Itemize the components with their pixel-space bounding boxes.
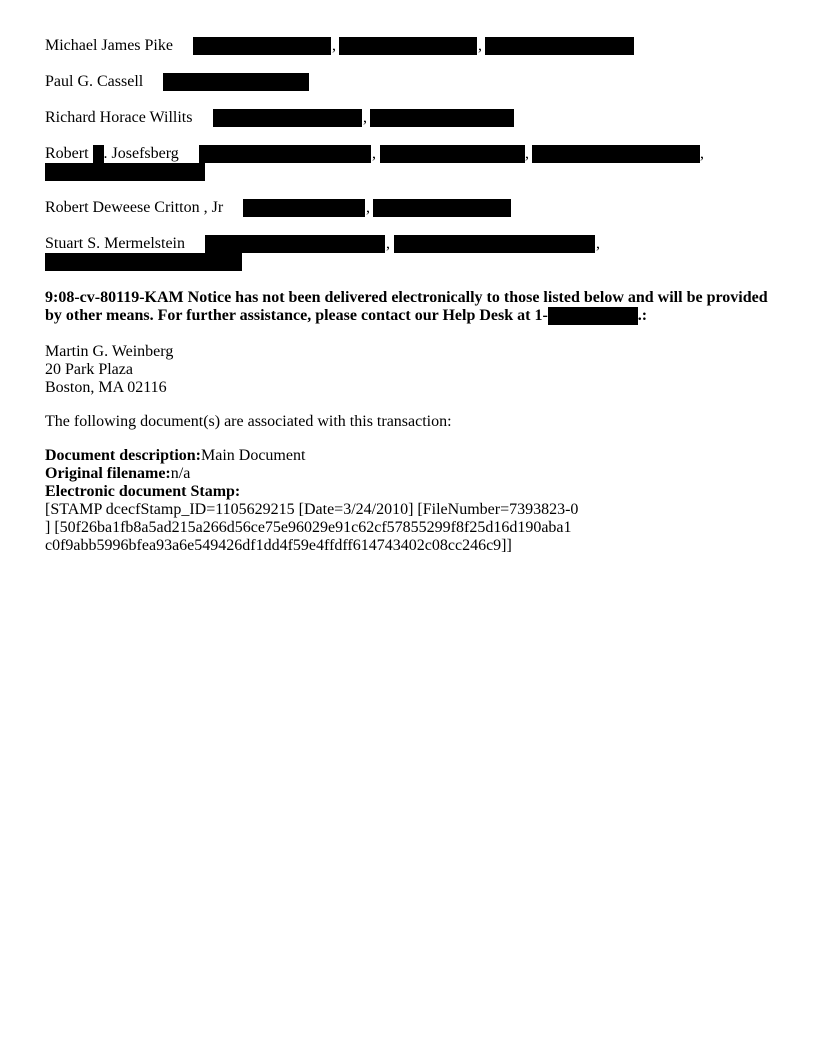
document-description-value: Main Document	[200, 447, 306, 464]
redaction-block	[373, 199, 511, 217]
recipient-name-first: Robert	[45, 145, 93, 162]
address-name: Martin G. Weinberg	[45, 343, 174, 360]
redaction-block	[193, 37, 331, 55]
address-city: Boston, MA 02116	[45, 379, 167, 396]
redaction-block	[205, 235, 385, 253]
stamp-line-3: c0f9abb5996bfea93a6e549426df1dd4f59e4ffdff614743402c08cc246c9]]	[45, 537, 512, 554]
separator: ,	[478, 37, 482, 54]
notice-suffix: .:	[637, 307, 648, 324]
separator: ,	[363, 109, 367, 126]
separator: ,	[700, 145, 704, 162]
separator: ,	[366, 199, 370, 216]
separator: ,	[386, 235, 390, 252]
recipient-name: Stuart S. Mermelstein	[45, 235, 185, 252]
redaction-block	[370, 109, 514, 127]
stamp-label: Electronic document Stamp:	[45, 483, 241, 500]
address-street: 20 Park Plaza	[45, 361, 133, 378]
separator: ,	[332, 37, 336, 54]
recipient-name: Richard Horace Willits	[45, 109, 193, 126]
document-description	[45, 447, 305, 465]
redaction-block	[339, 37, 477, 55]
redaction-block	[93, 145, 104, 163]
redaction-block	[213, 109, 362, 127]
redaction-block	[45, 163, 205, 181]
separator: ,	[372, 145, 376, 162]
notice-line-2	[45, 307, 647, 325]
redaction-block	[380, 145, 525, 163]
original-filename-label: Original filename:	[45, 465, 171, 482]
separator: ,	[596, 235, 600, 252]
original-filename-value: n/a	[170, 465, 191, 482]
stamp-line-2: ] [50f26ba1fb8a5ad215a266d56ce75e96029e91c62cf57855299f8f25d16d190aba1	[45, 519, 572, 536]
redaction-block	[199, 145, 371, 163]
redaction-block	[485, 37, 634, 55]
redaction-block	[548, 307, 638, 325]
notice-line-1: 9:08-cv-80119-KAM Notice has not been delivered electronically to those listed below and will be provided	[45, 289, 768, 306]
recipient-name	[45, 145, 179, 163]
redaction-block	[163, 73, 309, 91]
redaction-block	[243, 199, 365, 217]
redaction-block	[45, 253, 242, 271]
recipient-name: Robert Deweese Critton , Jr	[45, 199, 224, 216]
notice-text: by other means. For further assistance, please contact our Help Desk at 1-	[45, 307, 548, 324]
original-filename	[45, 465, 190, 483]
separator: ,	[525, 145, 529, 162]
redaction-block	[532, 145, 700, 163]
stamp-line-1: [STAMP dcecfStamp_ID=1105629215 [Date=3/24/2010] [FileNumber=7393823-0	[45, 501, 579, 518]
recipient-name: Michael James Pike	[45, 37, 173, 54]
redaction-block	[394, 235, 595, 253]
recipient-name: Paul G. Cassell	[45, 73, 144, 90]
associated-text: The following document(s) are associated with this transaction:	[45, 413, 452, 430]
recipient-name-last: . Josefsberg	[103, 145, 179, 162]
document-description-label: Document description:	[45, 447, 201, 464]
